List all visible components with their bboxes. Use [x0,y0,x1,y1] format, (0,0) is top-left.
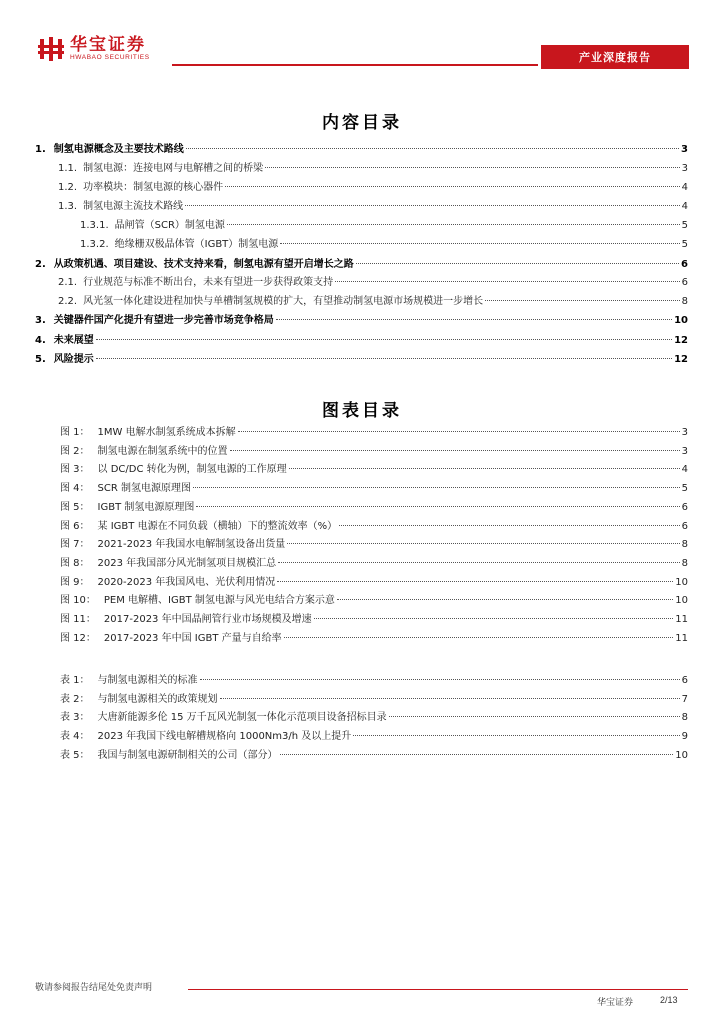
footer-divider [188,989,688,990]
toc-entry-label: 晶闸管（SCR）制氢电源 [114,220,225,231]
dot-leader [314,618,674,619]
toc-entry-page: 11 [675,632,688,644]
toc-entry[interactable] [60,630,688,647]
toc-entry[interactable] [60,424,688,441]
toc-entry[interactable] [60,728,688,745]
toc-entry[interactable] [35,256,688,273]
toc-entry-label: IGBT 制氢电源原理图 [97,501,195,513]
toc-entry[interactable] [60,691,688,708]
toc-entry-number: 2.1. [58,277,78,288]
dot-leader [389,716,680,717]
toc-entry-number: 表 2： [60,693,90,705]
toc-entry-page: 10 [675,595,688,607]
dot-leader [276,319,672,320]
toc-entry-page: 6 [681,277,688,288]
toc-entry-number: 1.3.2. [80,239,109,250]
toc-entry-page: 6 [681,675,688,686]
toc-entry-number: 图 12： [60,632,96,644]
toc-entry-page: 12 [674,335,688,346]
dot-leader [287,543,679,544]
dot-leader [265,167,680,168]
dot-leader [289,468,680,469]
toc-entry-page: 7 [681,693,688,705]
toc-entry-number: 图 3： [60,464,90,476]
toc-entry-label: 2023 年我国部分风光制氢项目规模汇总 [97,557,277,569]
toc-entry-page: 3 [681,427,688,438]
toc-entry-label: PEM 电解槽、IGBT 制氢电源与风光电结合方案示意 [103,595,335,607]
toc-entry-number: 4. [35,335,46,346]
toc-entry-label: 关键器件国产化提升有望进一步完善市场竞争格局 [53,315,274,326]
toc-entry-page: 4 [681,201,688,212]
toc-entry-number: 5. [35,354,46,365]
toc-entry-number: 1.2. [58,182,78,193]
dot-leader [353,735,679,736]
toc-entry[interactable] [80,236,688,253]
hwabao-logo-icon [38,36,64,62]
toc-entry-label: 与制氢电源相关的政策规划 [97,693,218,705]
toc-entry[interactable] [60,443,688,460]
toc-entry-label: 与制氢电源相关的标准 [97,675,198,686]
toc-entry-number: 3. [35,315,46,326]
logo-english: HWABAO SECURITIES [70,54,150,61]
dot-leader [339,525,680,526]
dot-leader [196,506,679,507]
toc-entry-label: 行业规范与标准不断出台，未来有望进一步获得政策支持 [83,277,334,288]
footer-company: 华宝证券 [597,998,634,1008]
toc-entry-label: 绝缘栅双极晶体管（IGBT）制氢电源 [114,239,279,250]
dot-leader [193,487,680,488]
dot-leader [225,186,680,187]
toc-entry-label: 未来展望 [53,335,94,346]
toc-entry-page: 9 [681,731,688,743]
dot-leader [96,339,672,340]
dot-leader [278,562,679,563]
toc-entry-label: 2021-2023 年我国水电解制氢设备出货量 [97,539,286,551]
dot-leader [200,679,680,680]
dot-leader [185,205,680,206]
toc-entry-label: 制氢电源：连接电网与电解槽之间的桥梁 [83,163,264,174]
toc-entry-number: 1.3. [58,201,78,212]
toc-entry[interactable] [60,518,688,535]
footer-page-number: 2/13 [660,995,678,1005]
toc-entry-number: 图 8： [60,557,90,569]
toc-entry-page: 10 [674,315,688,326]
toc-entry-label: 功率模块：制氢电源的核心器件 [83,182,224,193]
toc-entry[interactable] [60,709,688,726]
hwabao-logo [38,36,150,62]
toc-entry-label: 1MW 电解水制氢系统成本拆解 [97,427,236,438]
toc-entry-number: 2. [35,259,46,270]
toc-entry[interactable] [35,141,688,158]
dot-leader [284,637,674,638]
dot-leader [230,450,680,451]
dot-leader [96,358,672,359]
toc-entry-label: 2017-2023 年中国晶闸管行业市场规模及增速 [103,614,312,625]
header-divider [172,64,538,66]
toc-entry[interactable] [60,461,688,478]
toc-entry-number: 表 1： [60,675,90,686]
toc-entry[interactable] [35,332,688,349]
dot-leader [335,281,680,282]
toc-entry[interactable] [35,351,688,368]
toc-entry-number: 1.1. [58,163,78,174]
toc-entry-page: 8 [681,557,688,569]
toc-entry-label: 我国与制氢电源研制相关的公司（部分） [97,749,278,761]
toc-entry-number: 图 10： [60,595,96,607]
toc-entry-label: SCR 制氢电源原理图 [97,483,192,495]
toc-entry-page: 8 [681,712,688,724]
dot-leader [227,224,680,225]
toc-entry-page: 6 [681,259,688,270]
toc-entry[interactable] [80,217,688,234]
toc-entry-label: 2020-2023 年我国风电、光伏利用情况 [97,576,276,588]
dot-leader [280,243,679,244]
toc-entry[interactable] [58,198,688,215]
dot-leader [220,698,680,699]
toc-entry-label: 制氢电源主流技术路线 [83,201,184,212]
toc-entry-number: 表 4： [60,731,90,743]
toc-entry[interactable] [58,293,688,310]
toc-entry-number: 图 4： [60,483,90,495]
dot-leader [186,148,679,149]
toc-entry-page: 3 [681,144,688,155]
toc-entry-label: 从政策机遇、项目建设、技术支持来看，制氢电源有望开启增长之路 [53,259,354,270]
dot-leader [238,431,680,432]
logo-chinese: 华宝证券 [70,35,146,55]
toc-entry-page: 5 [681,239,688,250]
dot-leader [485,300,680,301]
toc-entry-number: 表 3： [60,712,90,724]
toc-entry-label: 大唐新能源多伦 15 万千瓦风光制氢一体化示范项目设备招标目录 [97,712,387,724]
toc-entry[interactable] [35,312,688,329]
toc-entry-page: 10 [675,576,688,588]
toc-entry-page: 4 [681,182,688,193]
toc-entry-label: 2023 年我国下线电解槽规格向 1000Nm3/h 及以上提升 [97,731,352,743]
toc-entry-page: 4 [681,464,688,476]
toc-entry-number: 表 5： [60,749,90,761]
toc-entry-number: 图 9： [60,576,90,588]
toc-entry-number: 图 2： [60,445,90,457]
toc-entry-number: 1.3.1. [80,220,109,231]
toc-entry-page: 12 [674,354,688,365]
toc-entry-label: 制氢电源概念及主要技术路线 [53,144,184,155]
toc-entry[interactable] [60,536,688,553]
toc-entry-page: 3 [681,445,688,457]
toc-entry-page: 11 [675,614,688,625]
toc-entry-number: 1. [35,144,46,155]
dot-leader [277,581,673,582]
footer-disclaimer: 敬请参阅报告结尾处免责声明 [35,983,153,993]
dot-leader [356,263,679,264]
toc-entry-label: 风光氢一体化建设进程加快与单槽制氢规模的扩大，有望推动制氢电源市场规模进一步增长 [83,296,484,307]
toc-entry[interactable] [60,592,688,609]
toc-entry-label: 制氢电源在制氢系统中的位置 [97,445,228,457]
toc-entry-label: 某 IGBT 电源在不同负载（横轴）下的整流效率（%） [97,520,338,532]
toc-entry-page: 8 [681,296,688,307]
toc-entry-page: 3 [681,163,688,174]
toc-entry[interactable] [60,672,688,689]
toc-entry-page: 6 [681,520,688,532]
toc-entry[interactable] [58,179,688,196]
dot-leader [280,754,674,755]
toc-entry[interactable] [60,574,688,591]
toc-entry-page: 5 [681,483,688,495]
toc-entry-label: 以 DC/DC 转化为例，制氢电源的工作原理 [97,464,287,476]
report-type-badge: 产业深度报告 [541,45,689,69]
toc-entry-page: 10 [675,749,688,761]
toc-entry[interactable] [60,747,688,764]
page-header [0,0,724,80]
toc-entry-number: 图 5： [60,501,90,513]
toc-entry-number: 图 6： [60,520,90,532]
toc-entry[interactable] [60,555,688,572]
toc-entry[interactable] [60,611,688,628]
contents-title: 内容目录 [322,113,402,133]
toc-entry-number: 2.2. [58,296,78,307]
toc-entry-page: 5 [681,220,688,231]
toc-entry[interactable] [60,499,688,516]
toc-entry[interactable] [60,480,688,497]
toc-entry-page: 6 [681,501,688,513]
toc-entry[interactable] [58,274,688,291]
figures-title: 图表目录 [322,401,402,421]
toc-entry-number: 图 7： [60,539,90,551]
dot-leader [337,599,673,600]
toc-entry-label: 2017-2023 年中国 IGBT 产量与自给率 [103,632,282,644]
toc-entry-label: 风险提示 [53,354,94,365]
toc-entry-number: 图 1： [60,427,90,438]
toc-entry[interactable] [58,160,688,177]
toc-entry-page: 8 [681,539,688,551]
toc-entry-number: 图 11： [60,614,96,625]
